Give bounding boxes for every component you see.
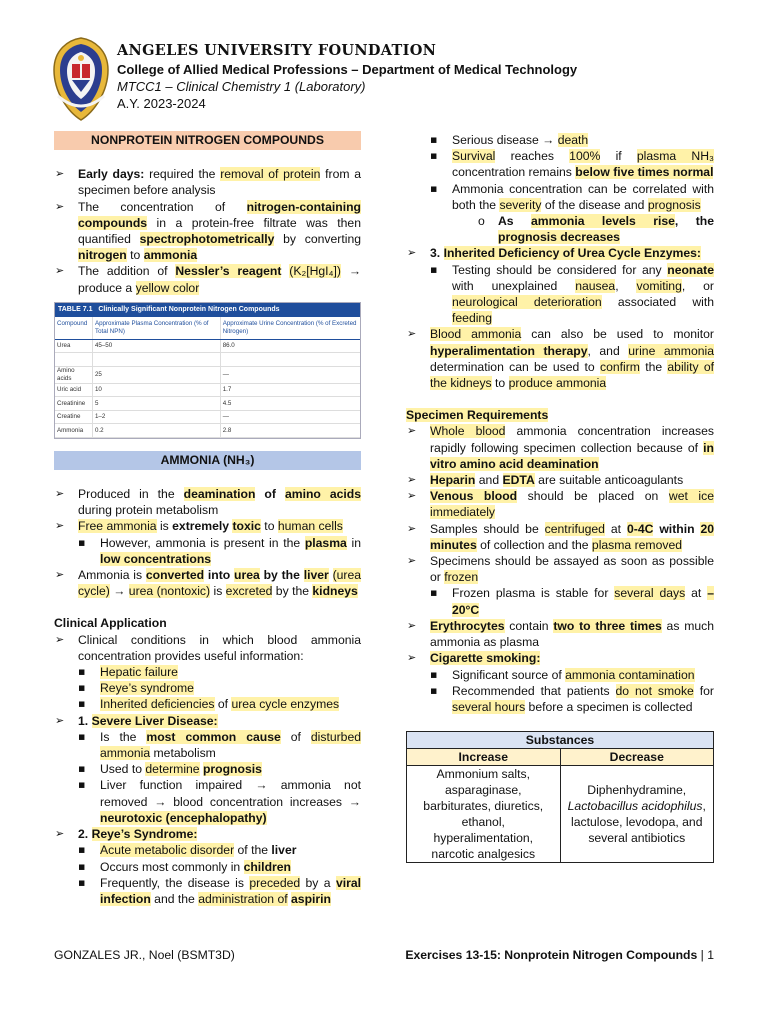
list-item: o As ammonia levels rise, the prognosis decreases bbox=[406, 213, 714, 245]
list-item: ▪ Frozen plasma is stable for several days at –20°C bbox=[406, 585, 714, 617]
table-row: Uric acid 10 1.7 bbox=[55, 383, 360, 397]
left-column bbox=[54, 131, 361, 907]
table-title: TABLE 7.1 Clinically Significant Nonprotein Nitrogen Compounds bbox=[55, 303, 360, 317]
list-item: ➢ Venous blood should be placed on wet ice immediately bbox=[406, 488, 714, 520]
list-item: ➢ Produced in the deamination of amino acids during protein metabolism bbox=[54, 486, 361, 518]
list-item: ➢ Erythrocytes contain two to three times as much ammonia as plasma bbox=[406, 618, 714, 650]
ammonia-section-title: AMMONIA (NH₃) bbox=[54, 451, 361, 470]
university-seal-logo bbox=[50, 36, 112, 122]
list-item: ▪ Ammonia concentration can be correlated with both the severity of the disease and prognosis bbox=[406, 181, 714, 213]
list-item: ➢ 2. Reye’s Syndrome: bbox=[54, 826, 361, 842]
table-row bbox=[55, 353, 360, 367]
table-header: Compound bbox=[55, 317, 92, 340]
list-item: ➢ Samples should be centrifuged at 0-4C within 20 minutes of collection and the plasma removed bbox=[406, 521, 714, 553]
college-name: College of Allied Medical Professions – Department of Medical Technology bbox=[117, 62, 578, 77]
list-item: ▪ Liver function impaired → ammonia not removed → blood concentration increases → neurotoxic (encephalopathy) bbox=[54, 777, 361, 826]
npn-table-image bbox=[54, 302, 361, 439]
list-item: ➢ Early days: required the removal of protein from a specimen before analysis bbox=[54, 166, 361, 198]
table-header: Approximate Urine Concentration (% of Excreted Nitrogen) bbox=[220, 317, 360, 340]
decrease-cell: Diphenhydramine, Lactobacillus acidophilus, lactulose, levodopa, and several antibiotics bbox=[560, 766, 714, 863]
increase-cell: Ammonium salts, asparaginase, barbiturates, diuretics, ethanol, hyperalimentation, narcotic analgesics bbox=[407, 766, 561, 863]
list-item: ➢ Blood ammonia can also be used to monitor hyperalimentation therapy, and urine ammonia determination can be used to confirm the ability of the kidneys to produce ammonia bbox=[406, 326, 714, 391]
npn-table bbox=[55, 317, 360, 438]
list-item: ▪ Inherited deficiencies of urea cycle enzymes bbox=[54, 696, 361, 712]
list-item: ➢ 1. Severe Liver Disease: bbox=[54, 713, 361, 729]
list-item: ▪ Testing should be considered for any neonate with unexplained nausea, vomiting, or neurological deterioration associated with feeding bbox=[406, 262, 714, 327]
list-item: ▪ Used to determine prognosis bbox=[54, 761, 361, 777]
list-item: ▪ Significant source of ammonia contamination bbox=[406, 667, 714, 683]
list-item: ➢ Specimens should be assayed as soon as possible or frozen bbox=[406, 553, 714, 585]
decrease-header: Decrease bbox=[560, 749, 714, 766]
university-name: ANGELES UNIVERSITY FOUNDATION bbox=[117, 42, 437, 59]
substances-table bbox=[406, 731, 714, 863]
list-item: ▪ However, ammonia is present in the plasma in low concentrations bbox=[54, 535, 361, 567]
academic-year: A.Y. 2023-2024 bbox=[117, 96, 206, 111]
clinical-application-heading: Clinical Application bbox=[54, 616, 167, 631]
list-item: ▪ Acute metabolic disorder of the liver bbox=[54, 842, 361, 858]
list-item: ▪ Reye’s syndrome bbox=[54, 680, 361, 696]
table-row: Urea 45–50 86.0 bbox=[55, 339, 360, 353]
table-row: Amino acids 25 — bbox=[55, 366, 360, 383]
right-column bbox=[406, 132, 714, 863]
list-item: ▪ Is the most common cause of disturbed ammonia metabolism bbox=[54, 729, 361, 761]
table-row: Ammonia 0.2 2.8 bbox=[55, 424, 360, 438]
list-item: ▪ Frequently, the disease is preceded by a viral infection and the administration of aspirin bbox=[54, 875, 361, 907]
document-header bbox=[117, 42, 577, 111]
list-item: ➢ The addition of Nessler’s reagent (K₂[HgI₄]) → produce a yellow color bbox=[54, 263, 361, 295]
list-item: ➢ Whole blood ammonia concentration increases rapidly following specimen collection because of in vitro amino acid deamination bbox=[406, 423, 714, 472]
table-row: Creatine 1–2 — bbox=[55, 410, 360, 424]
table-header: Approximate Plasma Concentration (% of Total NPN) bbox=[92, 317, 220, 340]
list-item: ➢ The concentration of nitrogen-containing compounds in a protein-free filtrate was then quantified spectrophotometrically by converting nitrogen to ammonia bbox=[54, 199, 361, 264]
substances-title: Substances bbox=[407, 732, 714, 749]
list-item: ▪ Survival reaches 100% if plasma NH₃ concentration remains below five times normal bbox=[406, 148, 714, 180]
list-item: ▪ Hepatic failure bbox=[54, 664, 361, 680]
list-item: ➢ Ammonia is converted into urea by the liver (urea cycle) → urea (nontoxic) is excreted by the kidneys bbox=[54, 567, 361, 599]
footer-author: GONZALES JR., Noel (BSMT3D) bbox=[54, 948, 235, 962]
table-row: Creatinine 5 4.5 bbox=[55, 397, 360, 411]
list-item: ➢ Cigarette smoking: bbox=[406, 650, 714, 666]
increase-header: Increase bbox=[407, 749, 561, 766]
footer-exercise: Exercises 13-15: Nonprotein Nitrogen Compounds | 1 bbox=[405, 948, 714, 962]
specimen-requirements-heading: Specimen Requirements bbox=[406, 408, 549, 423]
list-item: ▪ Serious disease → death bbox=[406, 132, 714, 148]
list-item: ▪ Occurs most commonly in children bbox=[54, 859, 361, 875]
list-item: ➢ Heparin and EDTA are suitable anticoagulants bbox=[406, 472, 714, 488]
list-item: ▪ Recommended that patients do not smoke for several hours before a specimen is collected bbox=[406, 683, 714, 715]
npn-section-title: NONPROTEIN NITROGEN COMPOUNDS bbox=[54, 131, 361, 150]
list-item: ➢ 3. Inherited Deficiency of Urea Cycle Enzymes: bbox=[406, 245, 714, 261]
course-name: MTCC1 – Clinical Chemistry 1 (Laboratory) bbox=[117, 79, 366, 94]
page-number: 1 bbox=[707, 948, 714, 962]
list-item: ➢ Clinical conditions in which blood ammonia concentration provides useful information: bbox=[54, 632, 361, 664]
list-item: ➢ Free ammonia is extremely toxic to human cells bbox=[54, 518, 361, 534]
